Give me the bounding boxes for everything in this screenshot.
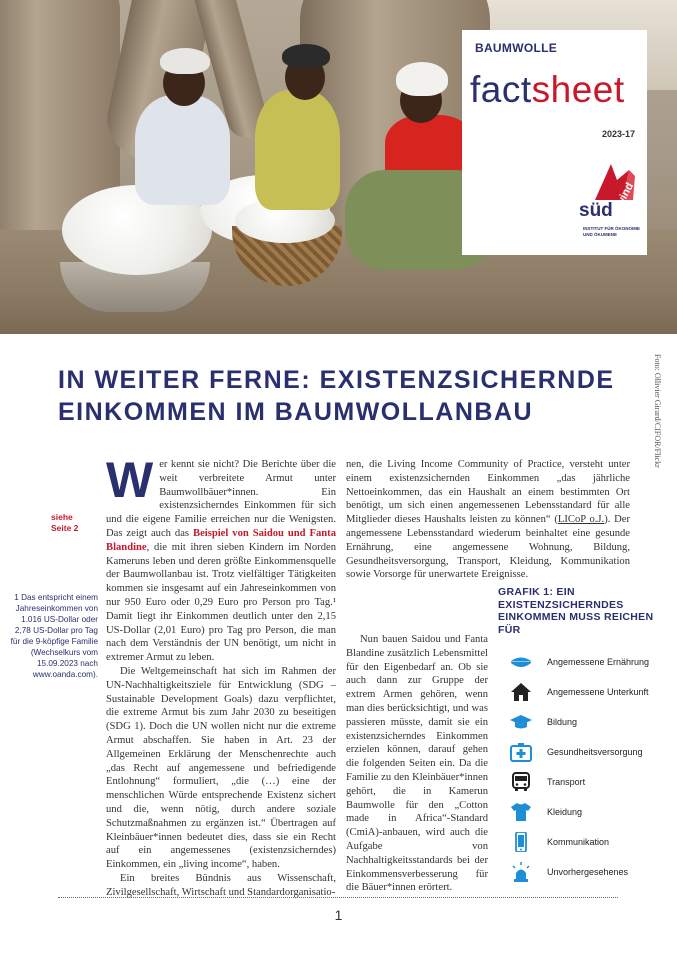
footer-divider [58,897,618,898]
photo-credit: Foto: Ollivier Girard/CIFOR/Flickr [653,354,662,468]
body-column-2-bottom [346,633,488,895]
see-ref-word: siehe [51,512,73,522]
list-item [494,710,674,740]
paragraph: Wer kennt sie nicht? Die Berichte über die weit verbreitete Armut unter Baumwollbäuer*innen. Ein existenzsicherndes Einkommen für sich und die eigene Familie erreichen nur die Wenigsten. Das zeigt auch das Beispiel von Saidou und Fanta Blandine, die mit ihren sieben Kindern im Norden Kameruns leben und deren größte Einkommensquelle der Baumwollanbau ist. Trotz vielfältiger Tätigkeiten kommen sie insgesamt auf ein Jahreseinkommen von nur 950 Euro oder 0,29 Euro pro Person pro Tag.¹ Damit liegt ihr Einkommen deutlich unter den 2,15 US-Dollar (2,01 Euro) pro Tag pro Person, die man nach dem Verständnis der UN benötigt, um nicht in extremer Armut zu leben. [106,452,337,664]
smartphone-icon [510,832,532,852]
title-part-fact: fact [470,69,532,110]
footnote: 1 Das entspricht einem Jahreseinkommen von 1.016 US-Dollar oder 2,78 US-Dollar pro Tag für die 9-köpfige Familie (Wechselkurs vom 15.09.2023 nach www.oanda.com). [10,593,98,679]
paragraph: nen, die Living Income Community of Practice, versteht unter einem existenzsichernden Einkommen „das jährliche Nettoeinkommen, das ein Haushalt an einem bestimmten Ort benötigt, um sich einen angemessenen Lebensstandard für alle Mitglieder dieses Haushalts leisten zu können“ (LICoP o.J.). Der angemessene Lebensstandard wiederum beinhaltet eine gesunde Ernährung, eine angemessene Wohnung, Bildung, Gesundheitsversorgung, Transport, Kleidung, Kommunikation sowie Vorsorge für unerwartete Ereignisse. [346,459,630,581]
factsheet-title [470,70,625,110]
list-item [494,650,674,680]
bus-icon [510,772,532,792]
title-part-sheet: sheet [531,69,625,110]
need-label: Kleidung [547,807,583,817]
logo-subtitle: INSTITUT FÜR ÖKONOMIE UND ÖKUMENE [583,226,640,237]
tshirt-icon [510,802,532,822]
headline-line-1: IN WEITER FERNE: EXISTENZSICHERNDE [58,366,615,394]
need-label: Gesundheitsversorgung [547,747,643,757]
drop-cap: W [106,452,154,508]
body-column-1 [106,452,337,900]
svg-text:süd: süd [579,200,613,221]
page-title [58,364,638,428]
see-ref-page: Seite 2 [51,523,79,533]
need-label: Transport [547,777,586,787]
graphic-title: GRAFIK 1: EIN EXISTENZSICHERNDES EINKOMMEN MUSS REICHEN FÜR [498,586,654,636]
list-item [494,800,674,830]
needs-list [494,650,674,890]
source-link[interactable]: LICoP o.J. [557,514,605,526]
food-bowl-icon [510,652,532,672]
list-item [494,740,674,770]
list-item [494,680,674,710]
suedwind-logo [577,160,637,222]
paragraph: Nun bauen Saidou und Fanta Blandine zusätzlich Lebensmittel für den Eigenbedarf an. Ob sie auch dann zur Gruppe der extrem Armen gehören, wenn man dies berücksichtigt, und was passieren müsste, damit sie ein existenzsicherndes Einkommen erzielen können, darauf gehen die folgenden Seiten ein. Da die Familie zu den Kleinbäuer*innen gehört, die in Kamerun Baumwolle für den „Cotton made in Africa“-Standard (CmiA)-anbauen, wird auch die Aufgabe von Nachhaltigkeitsstandards bei der Einkommensverbesserung für die Bäuer*innen erörtert. [346,634,488,894]
list-item [494,770,674,800]
need-label: Angemessene Ernährung [547,657,650,667]
factsheet-masthead [462,30,647,255]
need-label: Angemessene Unterkunft [547,687,649,697]
page-number: 1 [334,907,343,923]
list-item [494,830,674,860]
list-item [494,860,674,890]
need-label: Bildung [547,717,578,727]
first-aid-kit-icon [510,742,532,762]
paragraph: Die Weltgemeinschaft hat sich im Rahmen der UN-Nachhaltigkeitsziele für Entwicklung (SDG – Sustainable Development Goals) dazu verpflichtet, die extreme Armut bis zum Jahr 2030 zu beseitigen (SDG 1). Doch die UN wollen nicht nur die extreme Armut abschaffen. Sie haben in Art. 23 der Allgemeinen Erklärung der Menschenrechte auch „das Recht auf angemessene und befriedigende Entlohnung“ formuliert, „die (…) eine der menschlichen Würde entsprechende Existenz sichert und die, wenn nötig, durch andere soziale Schutzmaßnahmen zu ergänzen ist.“ Übertragen auf Kleinbäuer*innen bedeutet dies, dass sie ein Recht auf ein angemessenes (existenzsicherndes) Einkommen, ein „living income“, haben. [106,665,336,871]
svg-text:wind: wind [613,180,637,209]
alarm-light-icon [510,862,532,882]
body-column-2-top [346,458,630,582]
issue-number: 2023-17 [601,129,635,139]
cross-reference[interactable] [51,512,97,534]
need-label: Kommunikation [547,837,610,847]
graphic-needs [494,586,674,890]
section-label: BAUMWOLLE [475,41,558,55]
graduation-cap-icon [510,712,532,732]
house-icon [510,682,532,702]
paragraph: Ein breites Bündnis aus Wissenschaft, Zivilgesellschaft, Wirtschaft und Standardorganisatio- [106,872,336,898]
highlight-link[interactable]: Beispiel von Saidou und Fanta Blandine [106,527,337,553]
need-label: Unvorhergesehenes [547,867,629,877]
headline-line-2: EINKOMMEN IM BAUMWOLLANBAU [58,398,534,426]
